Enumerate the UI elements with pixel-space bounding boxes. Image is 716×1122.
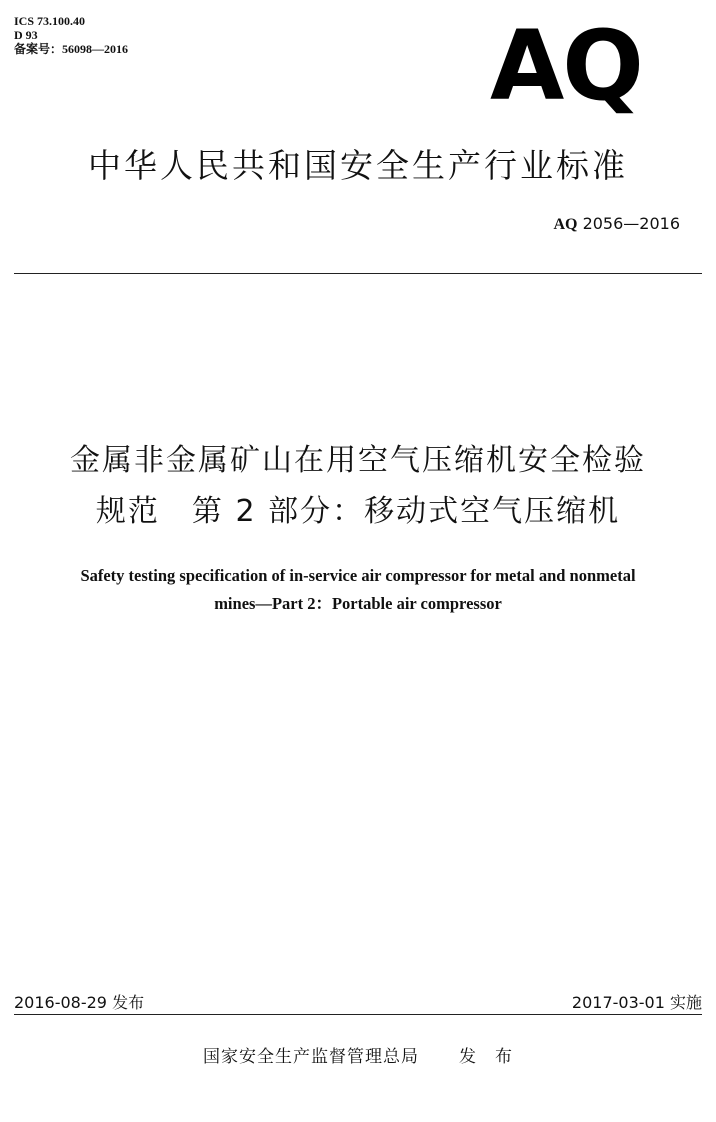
standard-number [553,214,680,234]
title-zh-line1: 金属非金属矿山在用空气压缩机安全检验 [70,443,646,478]
classification-block [14,14,128,56]
standard-number-value: 2056—2016 [582,214,680,233]
publish-date: 2016-08-29 发布 [14,993,145,1012]
ics-code: ICS 73.100.40 [14,14,86,28]
title-zh-line2: 规范 第 2 部分：移动式空气压缩机 [95,494,621,529]
title-en-line1: Safety testing specification of in-service air compressor for metal and nonmetal [80,566,636,585]
top-divider [14,273,702,274]
record-number: 备案号：56098—2016 [14,42,129,56]
issuer-name: 国家安全生产监督管理总局 [203,1047,419,1067]
standard-code: AQ [553,216,578,233]
bottom-divider [14,1014,702,1015]
title-en-line2: mines—Part 2：Portable air compressor [214,594,502,613]
aq-logo: AQ [490,10,642,122]
standard-title: 中华人民共和国安全生产行业标准 [88,146,628,185]
ccs-code: D 93 [14,28,38,42]
issuer-action: 发 布 [459,1047,513,1067]
effective-date: 2017-03-01 实施 [571,993,702,1012]
issuer-line [0,1042,716,1067]
